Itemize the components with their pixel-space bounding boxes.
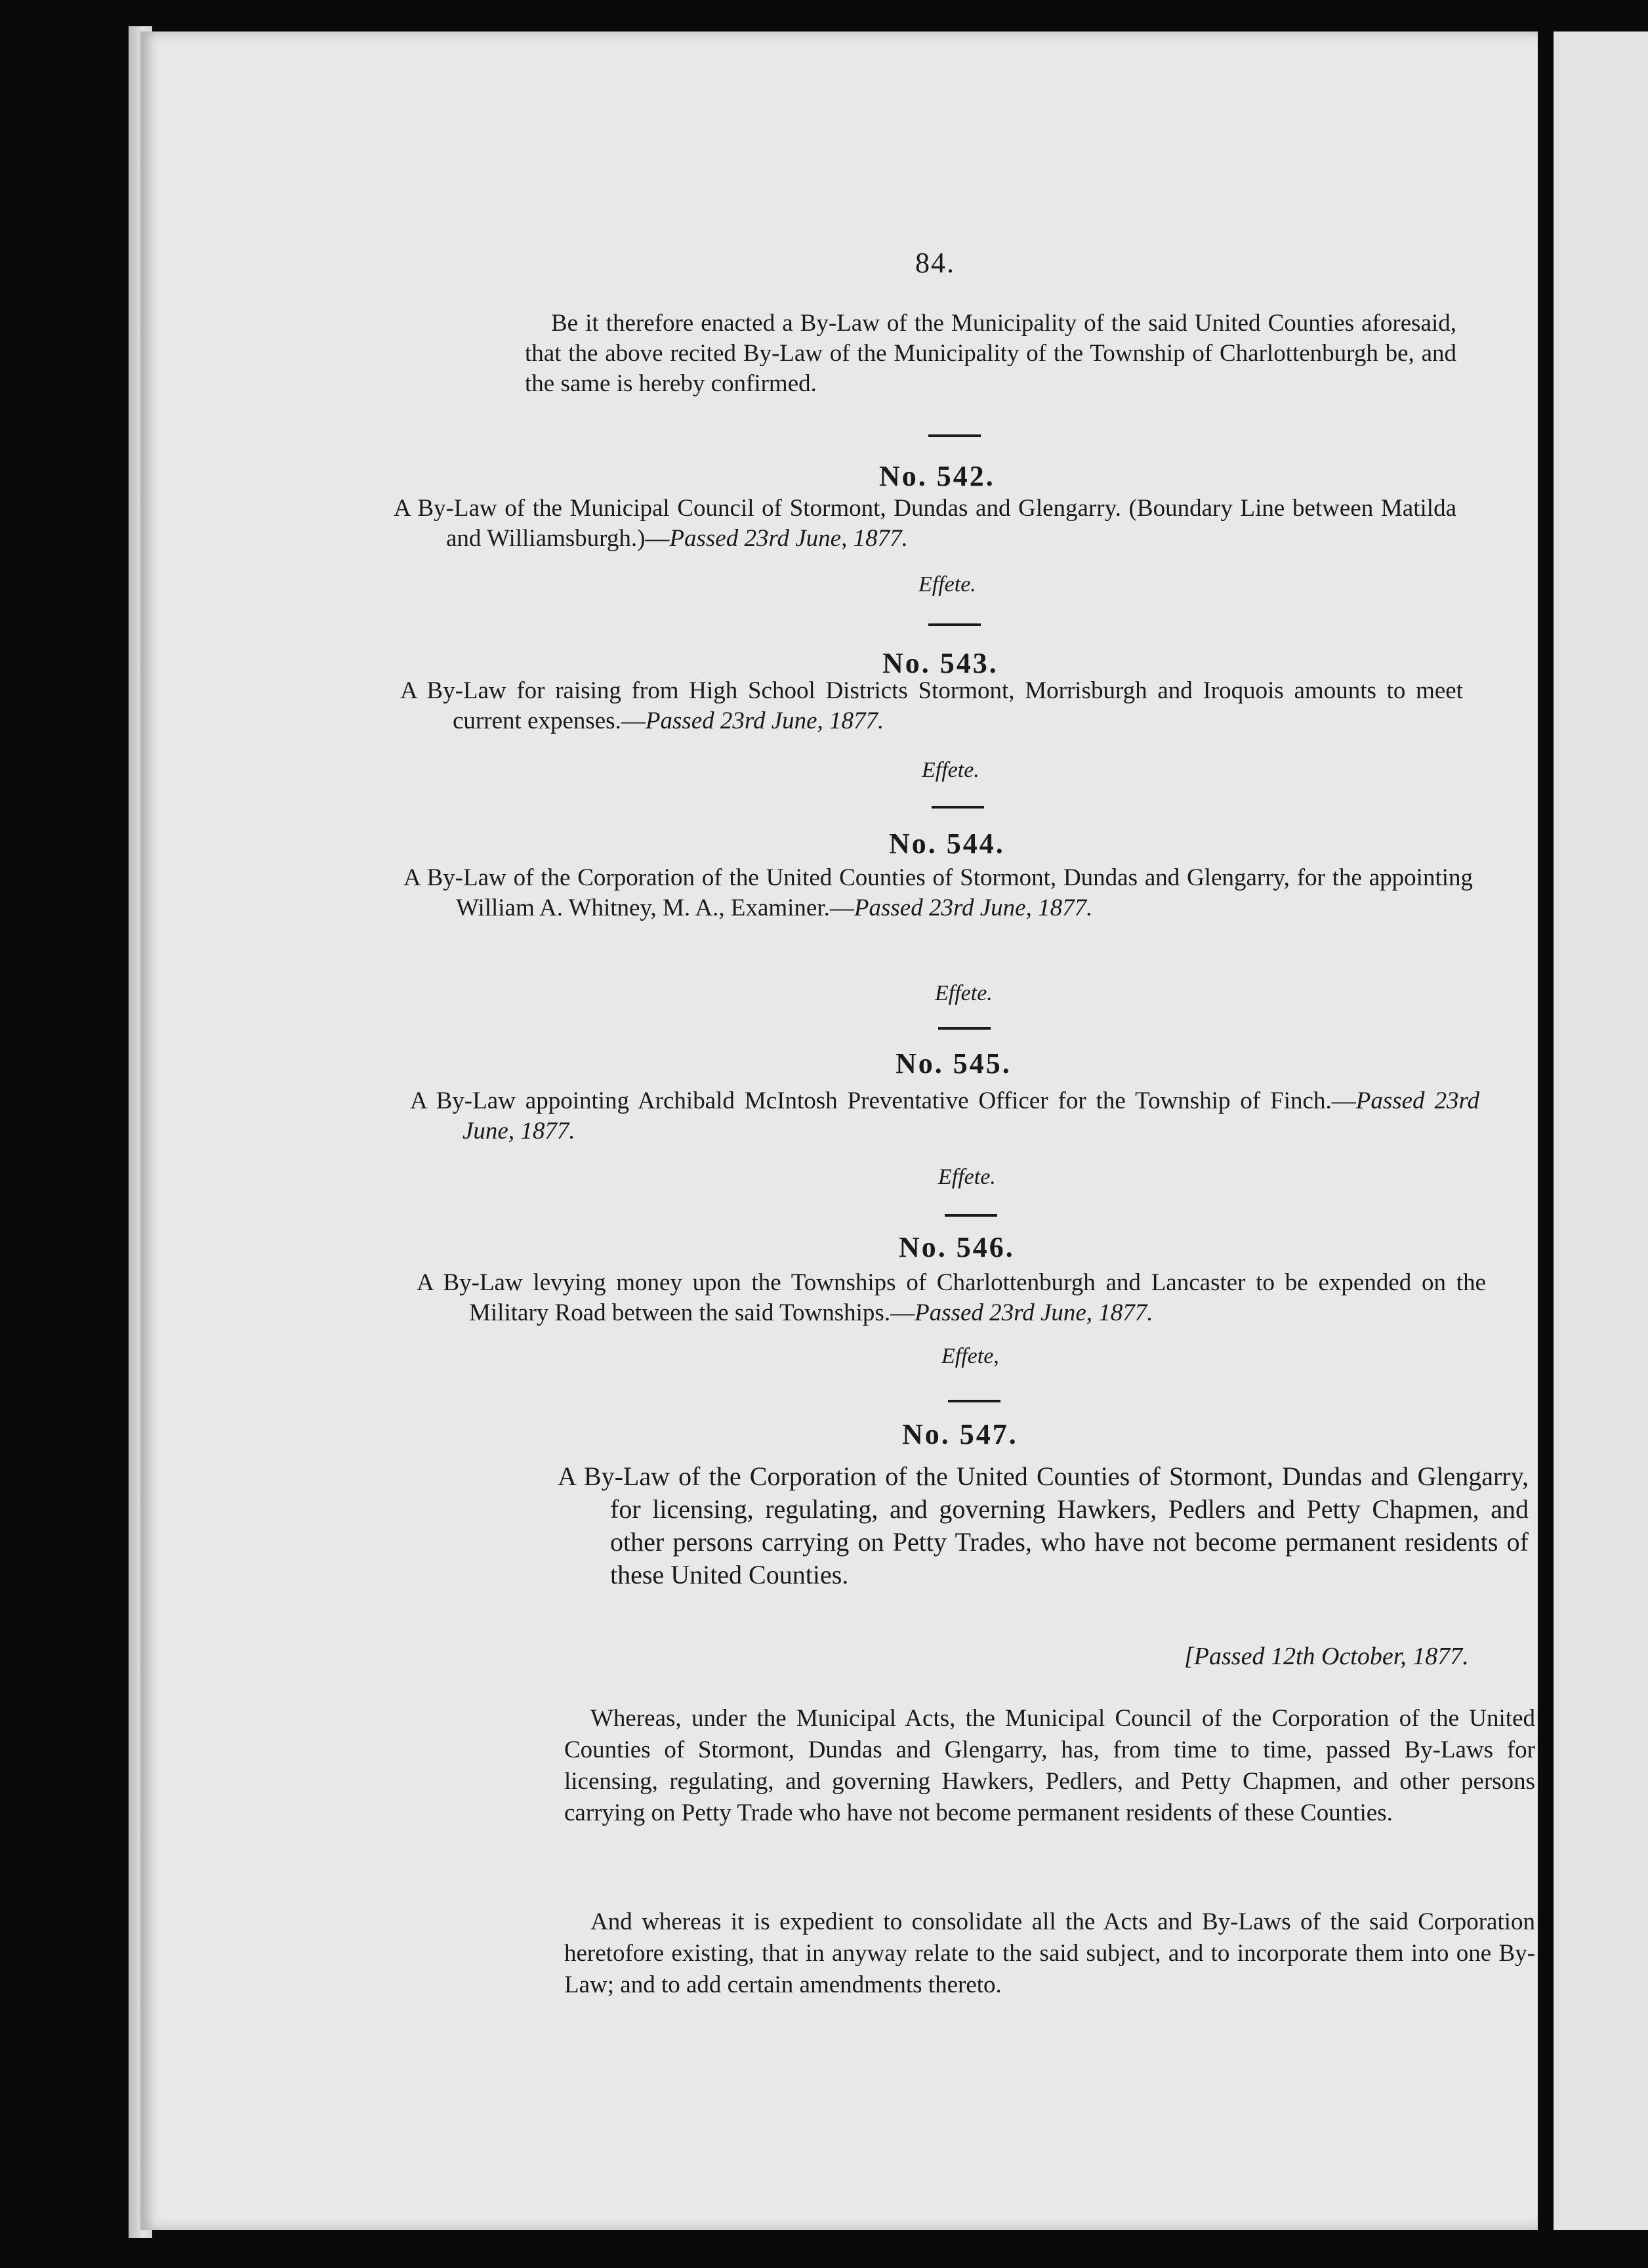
bylaw-number-546: No. 546.	[899, 1231, 1015, 1263]
divider	[938, 1027, 991, 1030]
divider	[945, 1214, 997, 1217]
bylaw-number-544: No. 544.	[889, 828, 1005, 860]
divider	[928, 623, 981, 626]
whereas-paragraph	[564, 1703, 1535, 1829]
passed-date: Passed 23rd June, 1877.	[854, 894, 1093, 921]
intro-paragraph	[525, 308, 1456, 399]
adjacent-page	[1554, 32, 1648, 2230]
and-whereas-paragraph	[564, 1906, 1535, 2001]
divider	[928, 434, 981, 437]
paragraph-text: Whereas, under the Municipal Acts, the Municipal Council of the Corporation of the United Counties of Stormont, Dundas and Glengarry, has, from time to time, passed By-Laws for licensing, regulating, and governing Hawkers, Pedlers, and Petty Chapmen, and other persons carrying on Petty Trade who have not become permanent residents of these Counties.	[564, 1705, 1535, 1826]
passed-date: Passed 23rd June, 1877.	[463, 1087, 1480, 1144]
bylaw-number-543: No. 543.	[882, 647, 999, 679]
page-number: 84.	[915, 247, 955, 279]
status-effete: Effete.	[918, 572, 976, 597]
status-effete: Effete.	[938, 1165, 996, 1189]
bylaw-text: A By-Law for raising from High School Districts Stormont, Morrisburgh and Iroquois amounts to meet current expenses.—	[400, 677, 1463, 734]
bylaw-text: A By-Law of the Municipal Council of Stormont, Dundas and Glengarry. (Boundary Line between Matilda and Williamsburgh.)—	[394, 495, 1456, 552]
status-effete: Effete.	[922, 758, 979, 782]
bylaw-543	[400, 676, 1463, 736]
bylaw-number-547: No. 547.	[902, 1418, 1018, 1450]
passed-date: [Passed 12th October, 1877.	[1184, 1643, 1469, 1670]
passed-date: Passed 23rd June, 1877.	[645, 707, 884, 734]
bylaw-text: A By-Law of the Corporation of the United Counties of Stormont, Dundas and Glengarry, for licensing, regulating, and governing Hawkers, Pedlers and Petty Chapmen, and other persons carrying on Petty Trades, who have not become permanent residents of these United Counties.	[558, 1461, 1529, 1589]
status-effete: Effete.	[935, 981, 993, 1005]
passed-date: Passed 23rd June, 1877.	[669, 525, 908, 552]
divider	[948, 1400, 1000, 1402]
passed-date: Passed 23rd June, 1877.	[915, 1299, 1153, 1326]
bylaw-547	[558, 1460, 1529, 1591]
bylaw-546	[417, 1268, 1486, 1328]
divider	[932, 806, 984, 808]
bylaw-number-545: No. 545.	[896, 1047, 1012, 1080]
bylaw-544	[403, 863, 1473, 923]
bylaw-text: A By-Law levying money upon the Townships of Charlottenburgh and Lancaster to be expended on the Military Road between the said Townships.—	[417, 1269, 1486, 1326]
status-effete: Effete,	[941, 1344, 999, 1368]
paragraph-text: And whereas it is expedient to consolidate all the Acts and By-Laws of the said Corporation heretofore existing, that in anyway relate to the said subject, and to incorporate them into one By-Law; and to add certain amendments thereto.	[564, 1908, 1535, 1998]
bylaw-542	[394, 494, 1456, 554]
bylaw-number-542: No. 542.	[879, 460, 995, 492]
bylaw-text: A By-Law appointing Archibald McIntosh Preventative Officer for the Township of Finch.—	[410, 1087, 1356, 1114]
intro-text: Be it therefore enacted a By-Law of the Municipality of the said United Counties aforesaid, that the above recited By-Law of the Municipality of the Township of Charlottenburgh be, and the same is hereby confirmed.	[525, 310, 1456, 397]
bylaw-text: A By-Law of the Corporation of the United Counties of Stormont, Dundas and Glengarry, for the appointing William A. Whitney, M. A., Examiner.—	[403, 864, 1473, 921]
page-gutter	[1538, 32, 1554, 2230]
bylaw-545	[410, 1086, 1479, 1146]
